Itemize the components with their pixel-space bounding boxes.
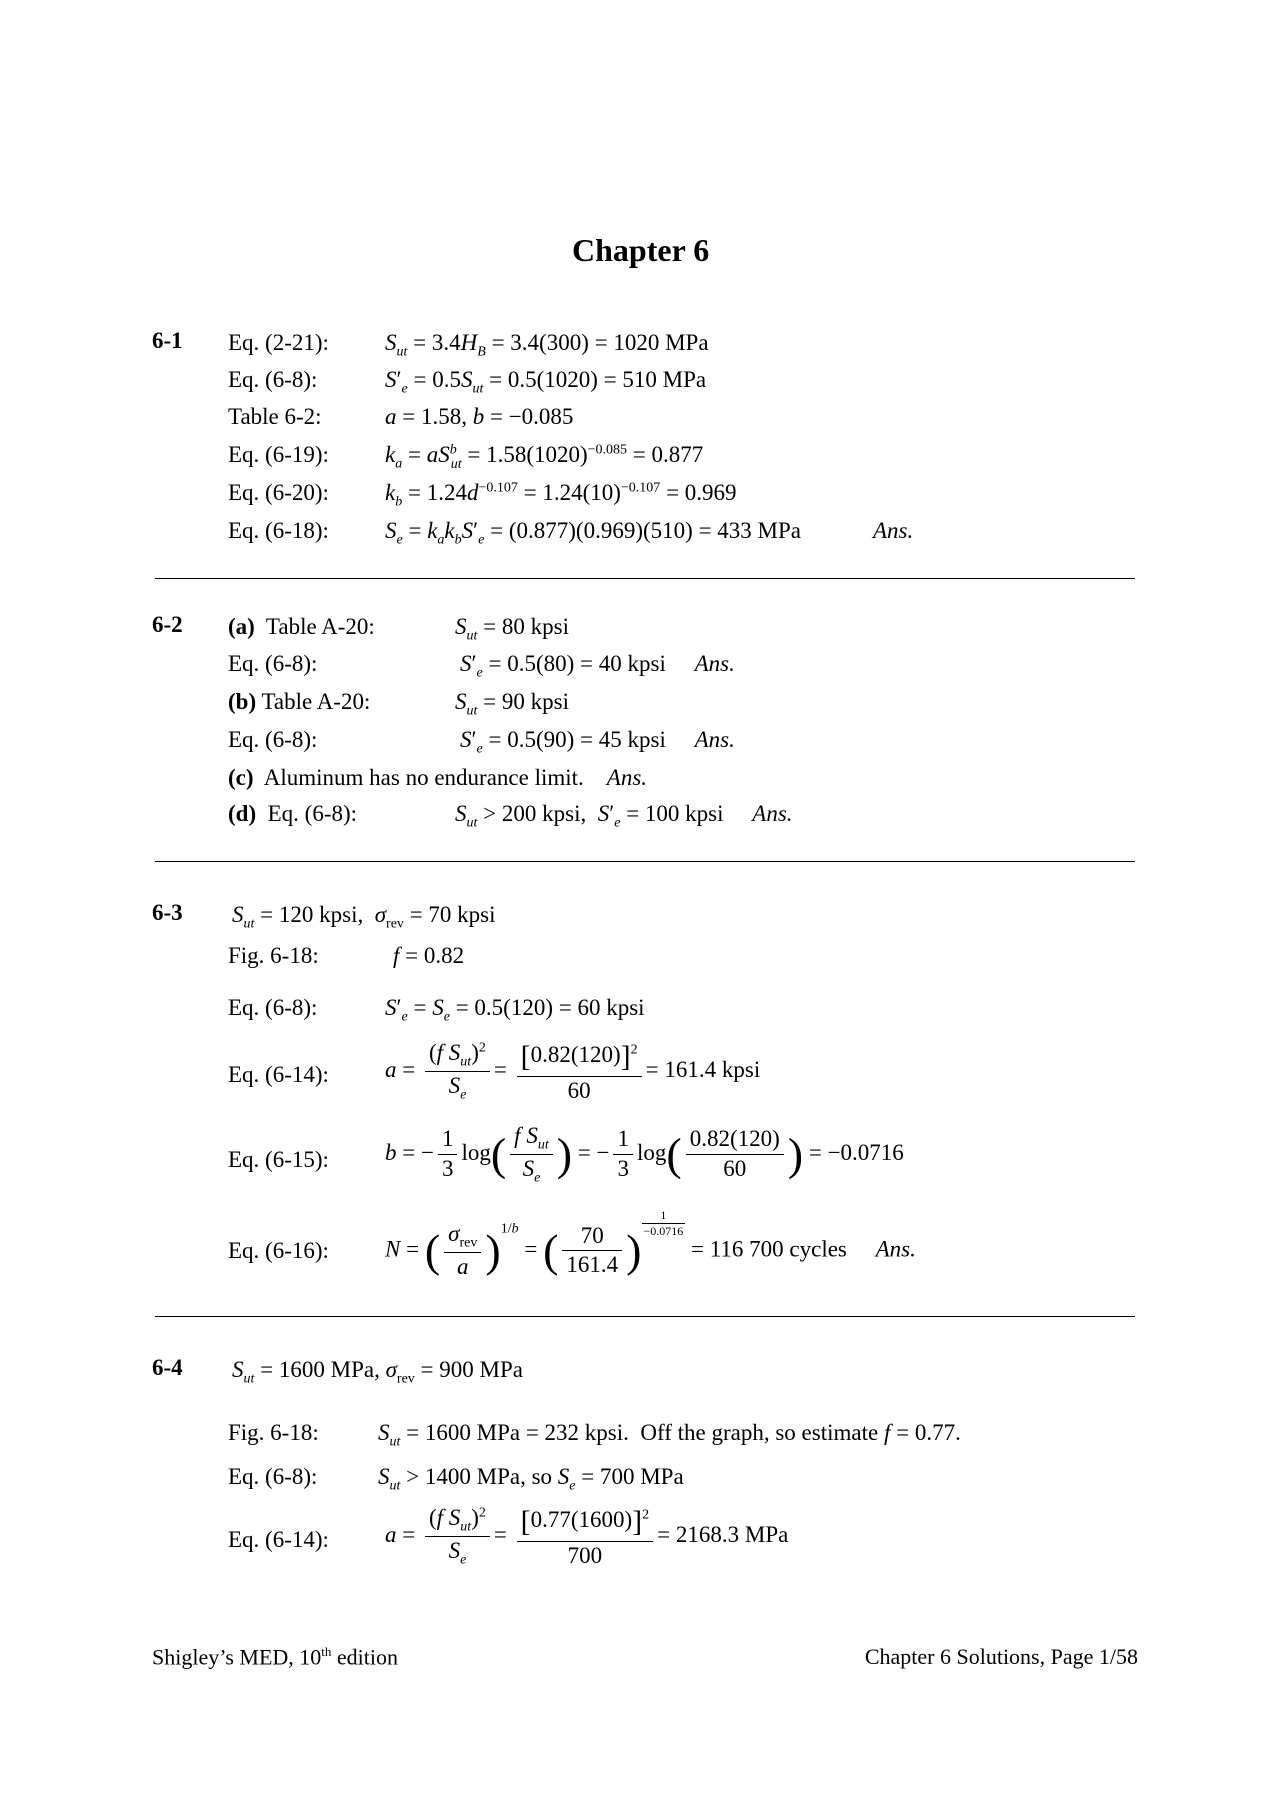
- equation: $k_b = 1.24d^{-0.107} = 1.24(10)^{-0.107} = 0.969$: [385, 480, 737, 510]
- equation: $k_a = aS^b_{ut} = 1.58(1020)^{-0.085} = 0.877$: [385, 442, 704, 472]
- equation-label: Fig. 6-18:: [228, 1420, 319, 1445]
- equation-label: Eq. (6-15):: [228, 1147, 329, 1172]
- part-a-label: (a) Table A-20:: [228, 614, 375, 639]
- equation-label: Eq. (6-8):: [228, 1464, 318, 1489]
- part-b-label: (b) Table A-20:: [228, 689, 371, 714]
- equation-label: Eq. (6-18):: [228, 518, 329, 543]
- page-title: Chapter 6: [572, 232, 710, 268]
- equation-label: Eq. (2-21):: [228, 330, 329, 355]
- equation: $S_{ut} = 80$ kpsi: [455, 614, 569, 644]
- equation-label: Eq. (6-8):: [228, 651, 318, 676]
- footer-page-number: Chapter 6 Solutions, Page 1/58: [864, 1644, 1138, 1669]
- answer-marker: Ans.: [873, 518, 914, 543]
- equation-label: Table 6-2:: [228, 404, 322, 429]
- equation-label: Fig. 6-18:: [228, 943, 319, 968]
- equation: $S'_e = 0.5(90) = 45$ kpsi Ans.: [460, 727, 735, 757]
- equation-label: Eq. (6-16):: [228, 1238, 329, 1263]
- equation: $S_{ut} = 3.4H_B = 3.4(300) = 1020$ MPa: [385, 330, 709, 360]
- equation: f = 0.82: [393, 943, 465, 968]
- footer-left: Shigley’s MED, 10th edition: [152, 1644, 399, 1670]
- part-c-text: (c) Aluminum has no endurance limit. Ans.: [228, 765, 648, 790]
- equation: $S_{ut} > 1400$ MPa, so $S_e = 700$ MPa: [378, 1464, 684, 1494]
- equation: a = 1.58, b = −0.085: [385, 404, 574, 429]
- equation-label: Eq. (6-8):: [228, 727, 318, 752]
- equation-label: Eq. (6-8):: [228, 367, 318, 392]
- equation: a = $\frac{(f S_{ut})^2}{S_e}$ = $\frac{[0.77(1600)]^2}{700}$ = 2168.3 MPa: [385, 1505, 789, 1568]
- problem-number: 6-4: [152, 1355, 183, 1380]
- divider: [155, 578, 1135, 579]
- divider: [155, 861, 1135, 862]
- equation: $S_{ut} > 200$ kpsi, $S'_e = 100$ kpsi Ans.: [455, 801, 793, 831]
- problem-number: 6-1: [152, 328, 183, 353]
- equation: N = ( $\frac{\sigma_{rev}}{a}$ )$^{1/b}$ = ( $\frac{70}{161.4}$ ) $^{\frac{1}{-0.0716}}$ = 116 700 cycles Ans.: [385, 1208, 916, 1280]
- equation-label: Eq. (6-8):: [228, 995, 318, 1020]
- problem-number: 6-2: [152, 612, 183, 637]
- equation: $S_{ut} = 90$ kpsi: [455, 689, 569, 719]
- equation: $S'_e = S_e = 0.5(120) = 60$ kpsi: [385, 995, 645, 1025]
- equation: b = − $\frac{1}{3}$ log( $\frac{f S_{ut}}{S_e}$ ) = − $\frac{1}{3}$ log( $\frac{0.82(120)}{60}$ ) = −0.0716: [385, 1123, 904, 1186]
- equation: $S_e = k_ak_bS'_e = (0.877)(0.969)(510) = 433$ MPa: [385, 518, 801, 548]
- divider: [155, 1316, 1135, 1317]
- given-values: $S_{ut} = 1600$ MPa, $\sigma_{rev} = 900$ MPa: [232, 1357, 523, 1387]
- equation-label: Eq. (6-19):: [228, 442, 329, 467]
- equation: $S_{ut} = 1600$ MPa = 232 kpsi. Off the graph, so estimate f = 0.77.: [378, 1420, 961, 1450]
- equation: a = $\frac{(f S_{ut})^2}{S_e}$ = $\frac{[0.82(120)]^2}{60}$ = 161.4 kpsi: [385, 1040, 761, 1103]
- equation: $S'_e = 0.5S_{ut} = 0.5(1020) = 510$ MPa: [385, 367, 707, 397]
- equation: $S'_e = 0.5(80) = 40$ kpsi Ans.: [460, 651, 735, 681]
- equation-label: Eq. (6-14):: [228, 1527, 329, 1552]
- given-values: $S_{ut} = 120$ kpsi, $\sigma_{rev} = 70$ kpsi: [232, 902, 496, 932]
- equation-label: Eq. (6-14):: [228, 1062, 329, 1087]
- problem-number: 6-3: [152, 900, 183, 925]
- equation-label: Eq. (6-20):: [228, 480, 329, 505]
- part-d-label: (d) Eq. (6-8):: [228, 801, 358, 826]
